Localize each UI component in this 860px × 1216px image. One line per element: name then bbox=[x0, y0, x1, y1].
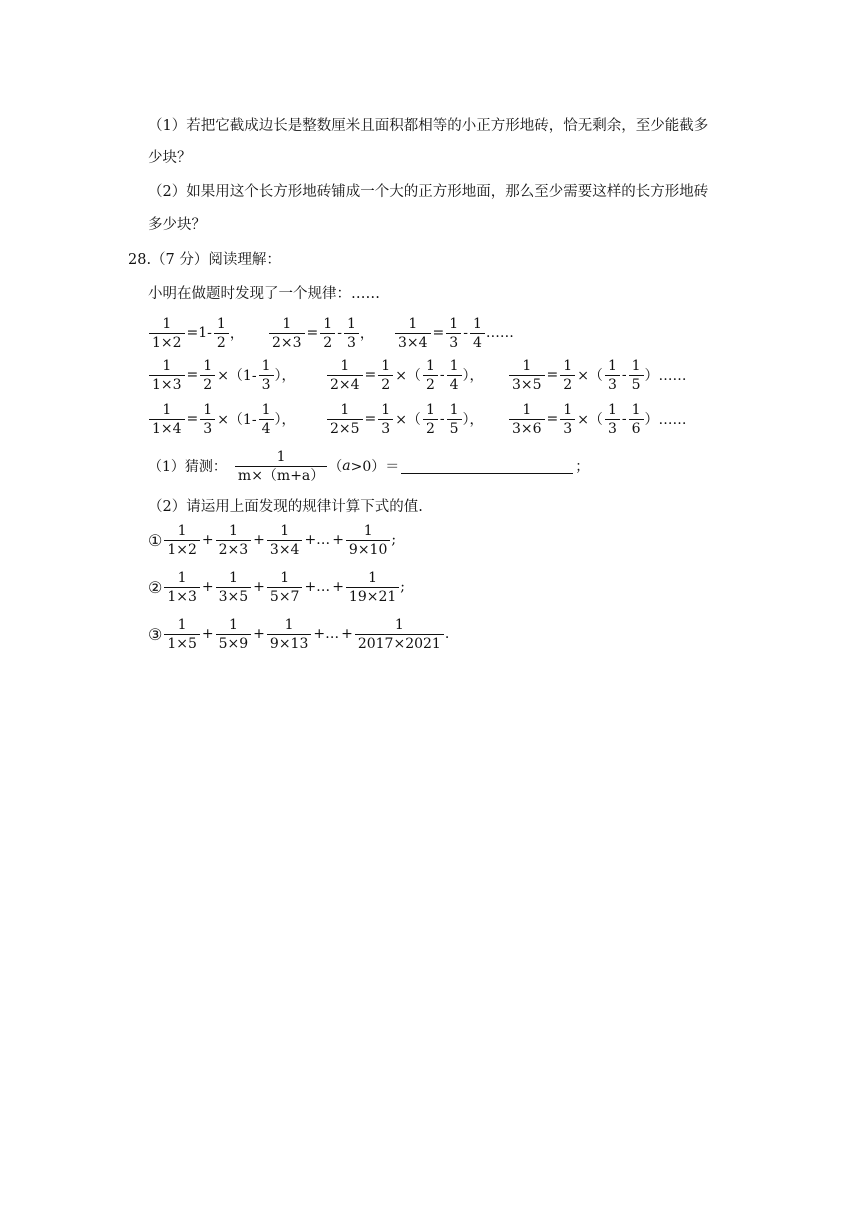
operator: - bbox=[621, 411, 627, 427]
operator: - bbox=[439, 367, 445, 383]
numerator: 1 bbox=[162, 357, 172, 374]
fraction bbox=[447, 359, 462, 392]
denominator: 2 bbox=[423, 375, 438, 392]
operator: = bbox=[364, 367, 377, 383]
punctuation: ; bbox=[400, 579, 405, 595]
fraction bbox=[216, 524, 252, 557]
denominator: 5×7 bbox=[267, 587, 303, 604]
operator: = bbox=[186, 367, 199, 383]
fraction bbox=[320, 317, 335, 350]
denominator: 1×2 bbox=[164, 540, 200, 557]
fraction bbox=[149, 403, 185, 436]
numerator: 1 bbox=[177, 569, 187, 586]
fraction bbox=[423, 403, 438, 436]
fraction bbox=[344, 317, 359, 350]
pattern-2-3 bbox=[508, 356, 687, 394]
fraction bbox=[605, 403, 620, 436]
denominator: 1×3 bbox=[164, 587, 200, 604]
denominator: 3×6 bbox=[509, 419, 545, 436]
numerator: 1 bbox=[276, 448, 286, 465]
punctuation: ）…… bbox=[644, 368, 687, 384]
fraction bbox=[216, 571, 252, 604]
denominator: 4 bbox=[259, 419, 274, 436]
numerator: 1 bbox=[280, 569, 290, 586]
fraction bbox=[164, 571, 200, 604]
numerator: 1 bbox=[563, 357, 573, 374]
part1-text-line1: （1）若把它截成边长是整数厘米且面积都相等的小正方形地砖，恰无剩余，至少能截多 bbox=[148, 118, 709, 134]
guess-line bbox=[148, 446, 589, 486]
operator: ×（ bbox=[577, 412, 603, 428]
ellipsis: +… bbox=[304, 532, 331, 548]
numerator: 1 bbox=[607, 401, 617, 418]
fraction bbox=[423, 359, 438, 392]
fraction bbox=[200, 359, 215, 392]
ellipsis: +… bbox=[304, 579, 331, 595]
denominator: 3×4 bbox=[395, 333, 431, 350]
fraction bbox=[395, 317, 431, 350]
numerator: 1 bbox=[563, 401, 573, 418]
fraction bbox=[149, 359, 185, 392]
numerator: 1 bbox=[368, 569, 378, 586]
fraction bbox=[259, 403, 274, 436]
denominator: 1×3 bbox=[149, 375, 185, 392]
fraction bbox=[259, 359, 274, 392]
numerator: 1 bbox=[282, 315, 292, 332]
answer-blank[interactable] bbox=[401, 459, 573, 474]
plus: + bbox=[253, 532, 265, 548]
numerator: 1 bbox=[449, 357, 459, 374]
denominator: 3×4 bbox=[267, 540, 303, 557]
fraction bbox=[200, 403, 215, 436]
plus: + bbox=[332, 532, 344, 548]
numerator: 1 bbox=[203, 357, 213, 374]
fraction bbox=[470, 317, 485, 350]
punctuation: …… bbox=[485, 325, 514, 341]
condition-variable: a bbox=[342, 458, 351, 474]
part2-text-line2: 多少块？ bbox=[148, 217, 206, 233]
operator: = bbox=[186, 411, 199, 427]
numerator: 1 bbox=[472, 315, 482, 332]
plus: + bbox=[201, 626, 214, 642]
operator: = bbox=[306, 325, 319, 341]
numerator: 1 bbox=[340, 357, 350, 374]
fraction bbox=[346, 571, 399, 604]
plus: + bbox=[201, 532, 214, 548]
denominator: 3 bbox=[605, 419, 620, 436]
condition-open: （ bbox=[328, 459, 343, 475]
fraction bbox=[267, 524, 303, 557]
operator: = bbox=[432, 325, 445, 341]
numerator: 1 bbox=[162, 315, 172, 332]
part2-instruction: （2）请运用上面发现的规律计算下式的值. bbox=[148, 499, 423, 515]
part1-text-line2: 少块？ bbox=[148, 150, 192, 166]
denominator: 2×3 bbox=[269, 333, 305, 350]
operator: - bbox=[337, 325, 342, 341]
guess-fraction bbox=[235, 450, 327, 483]
guess-label: （1）猜测： bbox=[148, 459, 227, 475]
denominator: 1×2 bbox=[149, 333, 185, 350]
pattern-1-2 bbox=[268, 314, 374, 352]
fraction bbox=[327, 403, 363, 436]
denominator: 1×4 bbox=[149, 419, 185, 436]
punctuation: ）， bbox=[274, 412, 296, 428]
sum-1 bbox=[148, 520, 396, 560]
denominator: 3 bbox=[344, 333, 359, 350]
punctuation: ； bbox=[575, 459, 590, 475]
plus: + bbox=[341, 626, 353, 642]
numerator: 1 bbox=[177, 522, 187, 539]
pattern-1-3 bbox=[394, 314, 514, 352]
denominator: 2 bbox=[200, 375, 215, 392]
fraction bbox=[164, 618, 200, 651]
fraction bbox=[267, 618, 311, 651]
denominator: m×（m+a） bbox=[235, 466, 327, 483]
operator: = bbox=[546, 367, 559, 383]
numerator: 1 bbox=[340, 401, 350, 418]
numerator: 1 bbox=[449, 401, 459, 418]
operator: ×（ bbox=[395, 368, 421, 384]
numerator: 1 bbox=[162, 401, 172, 418]
fraction bbox=[327, 359, 363, 392]
numerator: 1 bbox=[363, 522, 373, 539]
denominator: 2 bbox=[214, 333, 229, 350]
numerator: 1 bbox=[449, 315, 459, 332]
denominator: 2 bbox=[423, 419, 438, 436]
operator: - bbox=[463, 325, 468, 341]
numerator: 1 bbox=[216, 315, 226, 332]
numerator: 1 bbox=[381, 357, 391, 374]
numerator: 1 bbox=[522, 357, 532, 374]
numerator: 1 bbox=[280, 522, 290, 539]
fraction bbox=[378, 403, 393, 436]
numerator: 1 bbox=[346, 315, 356, 332]
punctuation: ）， bbox=[274, 368, 296, 384]
fraction bbox=[509, 403, 545, 436]
denominator: 3 bbox=[446, 333, 461, 350]
denominator: 2 bbox=[320, 333, 335, 350]
numerator: 1 bbox=[631, 357, 641, 374]
punctuation: ; bbox=[391, 532, 397, 548]
fraction bbox=[447, 403, 462, 436]
condition-rest: >0）＝ bbox=[350, 459, 400, 475]
fraction bbox=[560, 403, 575, 436]
fraction bbox=[164, 524, 200, 557]
fraction bbox=[214, 317, 229, 350]
pattern-1-1 bbox=[148, 314, 244, 352]
denominator: 3 bbox=[605, 375, 620, 392]
plus: + bbox=[253, 579, 265, 595]
fraction bbox=[378, 359, 393, 392]
question-28-heading: 28.（7 分）阅读理解： bbox=[128, 252, 281, 268]
fraction bbox=[269, 317, 305, 350]
punctuation: ， bbox=[229, 326, 244, 342]
punctuation: ）， bbox=[462, 368, 484, 384]
numerator: 1 bbox=[631, 401, 641, 418]
part2-text-line1: （2）如果用这个长方形地砖铺成一个大的正方形地面，那么至少需要这样的长方形地砖 bbox=[148, 184, 709, 200]
denominator: 4 bbox=[470, 333, 485, 350]
numerator: 1 bbox=[323, 315, 333, 332]
denominator: 3 bbox=[378, 419, 393, 436]
denominator: 9×13 bbox=[267, 634, 311, 651]
fraction bbox=[509, 359, 545, 392]
denominator: 5×9 bbox=[216, 634, 252, 651]
denominator: 3×5 bbox=[509, 375, 545, 392]
fraction bbox=[560, 359, 575, 392]
plus: + bbox=[201, 579, 214, 595]
fraction bbox=[216, 618, 252, 651]
intro-text: 小明在做题时发现了一个规律：…… bbox=[148, 286, 380, 302]
numerator: 1 bbox=[228, 616, 238, 633]
fraction bbox=[629, 359, 644, 392]
denominator: 4 bbox=[447, 375, 462, 392]
denominator: 3×5 bbox=[216, 587, 252, 604]
denominator: 2×5 bbox=[327, 419, 363, 436]
numerator: 1 bbox=[284, 616, 294, 633]
circle-number: ② bbox=[148, 577, 163, 597]
fraction bbox=[629, 403, 644, 436]
operator: - bbox=[621, 367, 627, 383]
denominator: 5 bbox=[447, 419, 462, 436]
operator: ×（1- bbox=[217, 368, 257, 384]
operator: ×（1- bbox=[217, 412, 257, 428]
ellipsis: +… bbox=[313, 626, 340, 642]
numerator: 1 bbox=[177, 616, 187, 633]
numerator: 1 bbox=[261, 357, 271, 374]
pattern-2-2 bbox=[326, 356, 484, 394]
circle-number: ① bbox=[148, 530, 163, 550]
operator: =1- bbox=[186, 325, 212, 341]
denominator: 2×4 bbox=[327, 375, 363, 392]
operator: ×（ bbox=[577, 368, 603, 384]
numerator: 1 bbox=[425, 357, 435, 374]
fraction bbox=[605, 359, 620, 392]
denominator: 3 bbox=[560, 419, 575, 436]
punctuation: ）， bbox=[462, 412, 484, 428]
fraction bbox=[355, 618, 444, 651]
plus: + bbox=[332, 579, 344, 595]
circle-number: ③ bbox=[148, 624, 163, 644]
punctuation: ， bbox=[359, 326, 374, 342]
pattern-3-2 bbox=[326, 400, 484, 438]
numerator: 1 bbox=[394, 616, 404, 633]
fraction bbox=[267, 571, 303, 604]
numerator: 1 bbox=[203, 401, 213, 418]
denominator: 2 bbox=[560, 375, 575, 392]
operator: ×（ bbox=[395, 412, 421, 428]
fraction bbox=[149, 317, 185, 350]
fraction bbox=[346, 524, 390, 557]
plus: + bbox=[253, 626, 265, 642]
numerator: 1 bbox=[522, 401, 532, 418]
numerator: 1 bbox=[228, 569, 238, 586]
denominator: 5 bbox=[629, 375, 644, 392]
denominator: 6 bbox=[629, 419, 644, 436]
numerator: 1 bbox=[228, 522, 238, 539]
punctuation: . bbox=[444, 626, 450, 642]
operator: - bbox=[439, 411, 445, 427]
pattern-3-3 bbox=[508, 400, 687, 438]
numerator: 1 bbox=[408, 315, 418, 332]
numerator: 1 bbox=[381, 401, 391, 418]
numerator: 1 bbox=[425, 401, 435, 418]
denominator: 3 bbox=[200, 419, 215, 436]
sum-3 bbox=[148, 614, 449, 654]
denominator: 19×21 bbox=[346, 587, 399, 604]
sum-2 bbox=[148, 567, 405, 607]
punctuation: ）…… bbox=[644, 412, 687, 428]
denominator: 3 bbox=[259, 375, 274, 392]
denominator: 1×5 bbox=[164, 634, 200, 651]
pattern-2-1 bbox=[148, 356, 296, 394]
numerator: 1 bbox=[607, 357, 617, 374]
denominator: 2×3 bbox=[216, 540, 252, 557]
denominator: 2017×2021 bbox=[355, 634, 444, 651]
operator: = bbox=[364, 411, 377, 427]
denominator: 2 bbox=[378, 375, 393, 392]
fraction bbox=[446, 317, 461, 350]
pattern-3-1 bbox=[148, 400, 296, 438]
denominator: 9×10 bbox=[346, 540, 390, 557]
operator: = bbox=[546, 411, 559, 427]
numerator: 1 bbox=[261, 401, 271, 418]
